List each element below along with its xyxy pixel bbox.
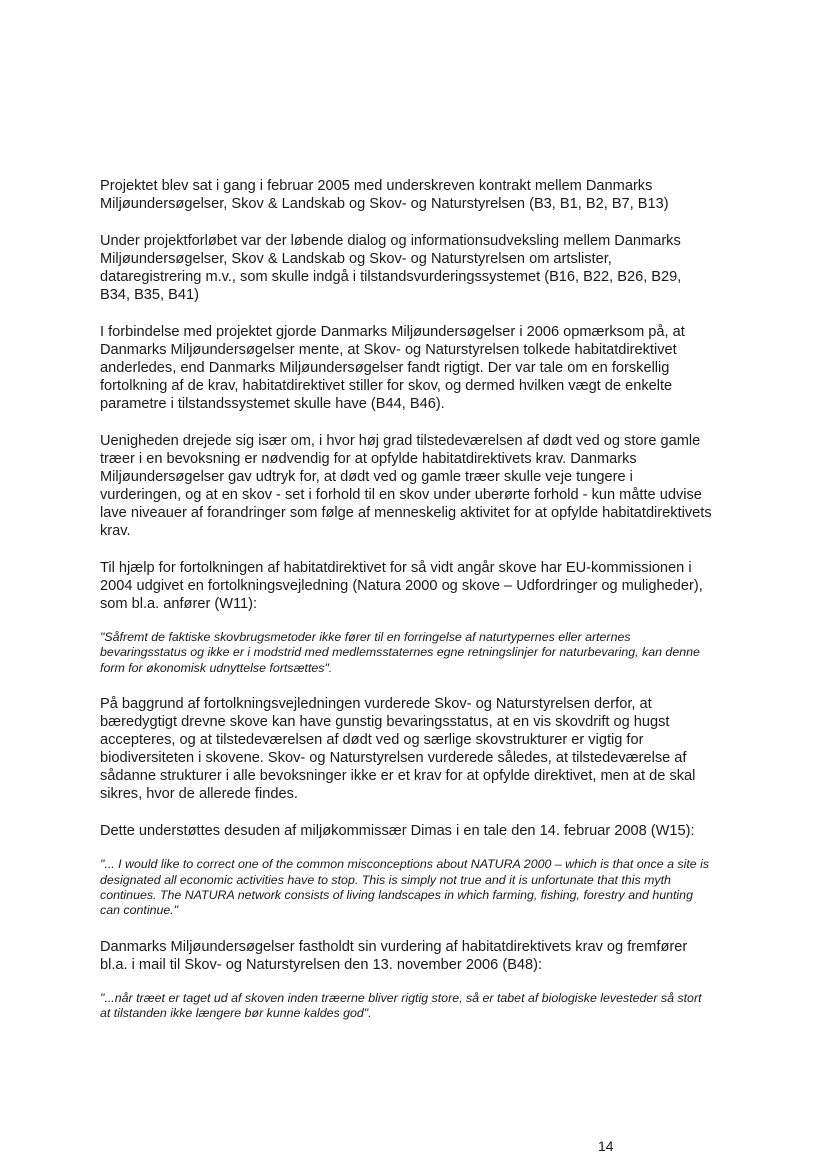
quote-dimas: "... I would like to correct one of the common misconceptions about NATURA 2000 – which is that once a site is designated all economic activities have to stop. This is simply not true and it is unfortunate that this myth continues. The NATURA network consists of living landscapes in which farming, fishing, forestry and hunting can continue." (100, 857, 710, 918)
paragraph-project-start: Projektet blev sat i gang i februar 2005 med underskreven kontrakt mellem Danmarks Miljøundersøgelser, Skov & Landskab og Skov- og Naturstyrelsen (B3, B1, B2, B7, B13) (100, 178, 669, 212)
paragraph-assessment: På baggrund af fortolkningsvejledningen vurderede Skov- og Naturstyrelsen derfor, at bæredygtigt drevne skove kan have gunstig bevaringsstatus, at en vis skovdrift og hugst accepteres, og at tilstedeværelsen af dødt ved og særlige skovstrukturer er vigtig for biodiversiteten i skovene. Skov- og Naturstyrelsen vurderede således, at tilstedeværelse af sådanne strukturer i alle bevoksninger ikke er et krav for at opfylde direktivet, men at de skal sikres, hvor de allerede findes. (100, 696, 696, 803)
paragraph-dmu-position: Danmarks Miljøundersøgelser fastholdt sin vurdering af habitatdirektivets krav og fremfører bl.a. i mail til Skov- og Naturstyrelsen den 13. november 2006 (B48): (100, 938, 688, 973)
paragraph-dimas: Dette understøttes desuden af miljøkommissær Dimas i en tale den 14. februar 2008 (W15): (100, 823, 695, 840)
document-body (100, 177, 712, 1041)
quote-eu-guidance: "Såfremt de faktiske skovbrugsmetoder ikke fører til en forringelse af naturtypernes eller arternes bevaringsstatus og ikke er i modstrid med medlemsstaternes egne retningslinjer for naturbevaring, kan denne form for økonomisk udnyttelse fortsættes". (100, 630, 700, 675)
paragraph-disagreement: Uenigheden drejede sig især om, i hvor høj grad tilstedeværelsen af dødt ved og store gamle træer i en bevoksning er nødvendig for at opfylde habitatdirektivets krav. Danmarks Miljøundersøgelser gav udtryk for, at dødt ved og gamle træer skulle veje tungere i vurderingen, og at en skov - set i forhold til en skov under uberørte forhold - kun måtte udvise lave niveauer af forandringer som følge af menneskelig aktivitet for at opfylde habitatdirektivets krav. (100, 433, 712, 539)
paragraph-interpretation: I forbindelse med projektet gjorde Danmarks Miljøundersøgelser i 2006 opmærksom på, at Danmarks Miljøundersøgelser mente, at Skov- og Naturstyrelsen tolkede habitatdirektivet anderledes, end Danmarks Miljøundersøgelser fandt rigtigt. Der var tale om en forskellig fortolkning af de krav, habitatdirektivet stiller for skov, og dermed hvilken vægt de enkelte parametre i tilstandssystemet skulle have (B44, B46). (100, 324, 685, 412)
paragraph-project-dialog: Under projektforløbet var der løbende dialog og informationsudveksling mellem Danmarks Miljøundersøgelser, Skov & Landskab og Skov- og Naturstyrelsen om artslister, dataregistrering m.v., som skulle indgå i tilstandsvurderingssystemet (B16, B22, B26, B29, B34, B35, B41) (100, 233, 682, 303)
page-number: 14 (598, 1138, 614, 1154)
quote-dmu-mail: "...når træet er taget ud af skoven inden træerne bliver rigtig store, så er tabet af biologiske levesteder så stort at tilstanden ikke længere bør kunne kaldes god". (100, 990, 702, 1021)
paragraph-eu-guidance: Til hjælp for fortolkningen af habitatdirektivet for så vidt angår skove har EU-kommissionen i 2004 udgivet en fortolkningsvejledning (Natura 2000 og skove – Udfordringer og muligheder), som bl.a. anfører (W11): (100, 560, 703, 612)
